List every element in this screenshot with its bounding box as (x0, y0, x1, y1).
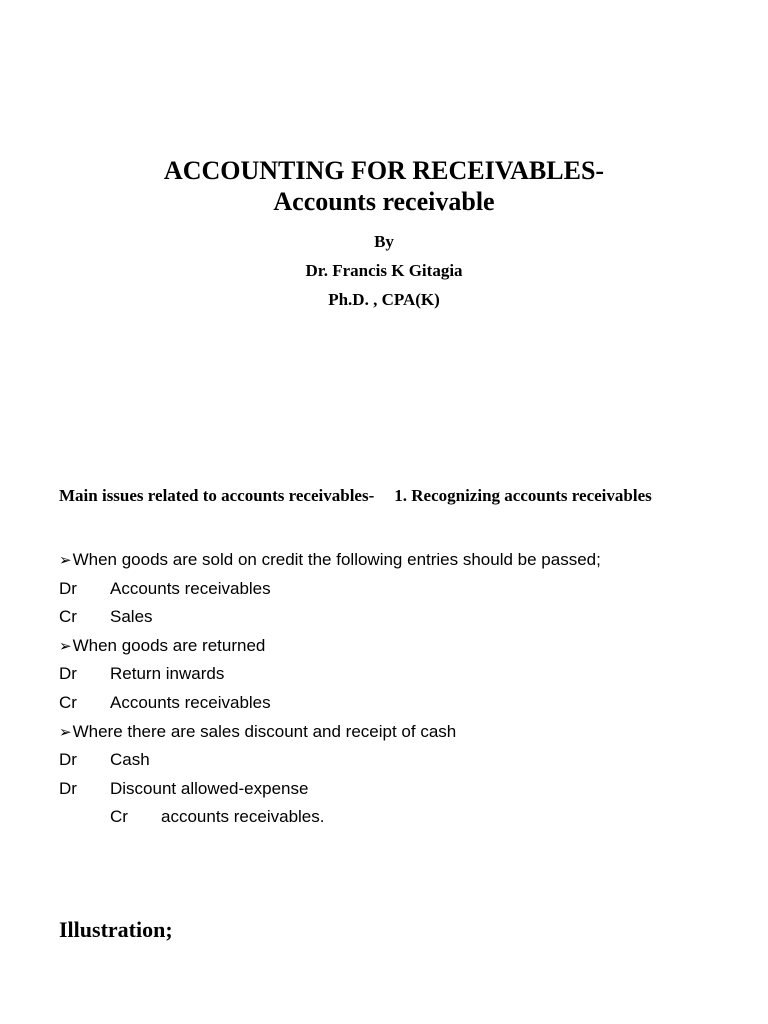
byline-by: By (374, 232, 394, 251)
entry-side: Dr (59, 578, 77, 598)
entry-side: Cr (59, 692, 77, 712)
entry-account: Return inwards (110, 664, 225, 684)
entry-account: Sales (110, 607, 153, 627)
journal-entry (59, 746, 759, 775)
journal-entries (59, 546, 759, 832)
page-title: ACCOUNTING FOR RECEIVABLES- (163, 156, 605, 185)
entry-account: accounts receivables. (161, 807, 325, 827)
entry-side: Cr (59, 607, 77, 627)
main-issues-item: 1. Recognizing accounts receivables (394, 486, 652, 505)
entry-side: Cr (110, 807, 128, 827)
entry-account: Cash (110, 750, 150, 770)
author-credentials: Ph.D. , CPA(K) (328, 290, 440, 309)
journal-entry-indented (59, 803, 759, 832)
main-issues-label: Main issues related to accounts receivables- (59, 486, 375, 505)
bullet-text: When goods are returned (72, 635, 266, 655)
arrow-bullet-icon: ➢ (59, 723, 72, 741)
bullet-item (59, 632, 759, 661)
entry-side: Dr (59, 778, 77, 798)
entry-account: Accounts receivables (110, 578, 271, 598)
journal-entry (59, 660, 759, 689)
journal-entry (59, 775, 759, 804)
arrow-bullet-icon: ➢ (59, 637, 72, 655)
bullet-text: Where there are sales discount and receipt of cash (72, 721, 457, 741)
page-subtitle: Accounts receivable (273, 187, 495, 216)
bullet-item (59, 718, 759, 747)
entry-account: Discount allowed-expense (110, 778, 309, 798)
journal-entry (59, 689, 759, 718)
main-issues-heading (59, 484, 759, 508)
journal-entry (59, 575, 759, 604)
arrow-bullet-icon: ➢ (59, 552, 72, 569)
title-block (0, 155, 768, 314)
entry-side: Dr (59, 664, 77, 684)
bullet-text: When goods are sold on credit the following entries should be passed; (72, 550, 601, 569)
entry-account: Accounts receivables (110, 692, 271, 712)
author-name: Dr. Francis K Gitagia (305, 261, 463, 280)
bullet-item (59, 546, 759, 575)
entry-side: Dr (59, 750, 77, 770)
illustration-heading: Illustration; (59, 917, 173, 942)
journal-entry (59, 603, 759, 632)
